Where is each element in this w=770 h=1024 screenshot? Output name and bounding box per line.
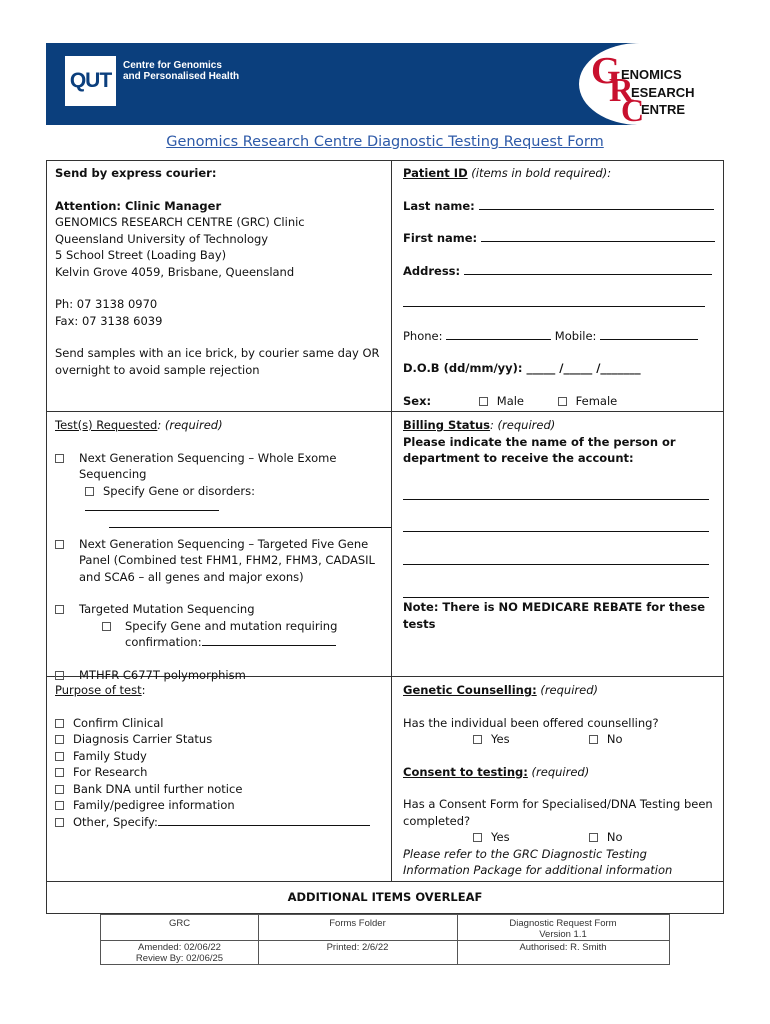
counselling-no-checkbox[interactable]: [589, 735, 598, 744]
ngs-panel-label: and SCA6 – all genes and major exons): [79, 569, 304, 584]
grc-logo-line1: ENOMICS: [621, 67, 682, 82]
consent-yes-label: Yes: [491, 830, 510, 844]
ngs-wes-checkbox[interactable]: [55, 454, 64, 463]
ngs-panel-label: Panel (Combined test FHM1, FHM2, FHM3, CADASIL: [79, 553, 375, 567]
refer-note: Please refer to the GRC Diagnostic Testing: [403, 846, 647, 861]
footer-printed: Printed: 2/6/22: [326, 942, 389, 953]
footer-dates: [101, 942, 258, 964]
purpose-checkbox[interactable]: [55, 801, 64, 810]
address-line: 5 School Street (Loading Bay): [55, 248, 227, 262]
billing-instruction: Please indicate the name of the person or: [403, 434, 676, 449]
ngs-panel-checkbox[interactable]: [55, 540, 64, 549]
footer-doc-name: Diagnostic Request Form Version 1.1: [509, 918, 617, 940]
specify-mutation-label: confirmation:: [125, 635, 202, 649]
footer-grc: GRC: [168, 918, 191, 929]
counselling-yes-label: Yes: [491, 732, 510, 746]
patient-heading-note: (items in bold required):: [467, 166, 612, 180]
consent-question: Has a Consent Form for Specialised/DNA Testing been: [403, 797, 713, 811]
billing-field[interactable]: [403, 597, 709, 598]
targeted-checkbox[interactable]: [55, 605, 64, 614]
counselling-question: Has the individual been offered counselling?: [403, 715, 659, 730]
specify-mutation-checkbox[interactable]: [102, 622, 111, 631]
purpose-section: Purpose of test: Confirm Clinical Diagnosis Carrier Status Family Study For Research Bank DNA until further notice Family/pedigree information Other, Specify:: [55, 682, 387, 830]
footer-review: Review By: 02/06/25: [135, 953, 224, 964]
first-name-field[interactable]: [481, 230, 715, 242]
form-title: Genomics Research Centre Diagnostic Testing Request Form: [166, 134, 604, 150]
sample-note: Send samples with an ice brick, by courier same day OR: [55, 346, 380, 360]
specify-gene-label: Specify Gene or disorders:: [103, 483, 255, 498]
billing-field[interactable]: [403, 564, 709, 565]
purpose-option: Diagnosis Carrier Status: [73, 732, 213, 746]
refer-note: Information Package for additional information: [403, 863, 673, 877]
centre-name: Centre for Genomics and Personalised Health: [123, 60, 240, 82]
specify-mutation-label: Specify Gene and mutation requiring: [125, 618, 338, 633]
consent-no-label: No: [606, 830, 623, 844]
purpose-option: Confirm Clinical: [73, 715, 164, 730]
counselling-heading: Genetic Counselling:: [403, 683, 537, 697]
sample-note: overnight to avoid sample rejection: [55, 362, 260, 377]
address-label: Address:: [403, 263, 465, 278]
ngs-wes-label: Sequencing: [79, 467, 147, 481]
footer-forms-folder: Forms Folder: [329, 918, 386, 929]
purpose-heading: Purpose of test: [55, 683, 142, 697]
purpose-checkbox[interactable]: [55, 785, 64, 794]
address-field[interactable]: [464, 263, 712, 275]
svg-text:C: C: [621, 92, 645, 123]
female-label: Female: [575, 393, 618, 408]
svg-text:G: G: [591, 50, 621, 92]
tests-heading: Test(s) Requested: [55, 418, 158, 432]
footer-authorised: Authorised: R. Smith: [519, 942, 607, 953]
sex-label: Sex:: [403, 393, 432, 408]
purpose-option: Bank DNA until further notice: [73, 781, 243, 796]
specify-gene-field[interactable]: [85, 499, 219, 511]
counselling-section: [403, 682, 719, 879]
phone-field[interactable]: [446, 328, 551, 340]
last-name-label: Last name:: [403, 198, 479, 213]
ngs-panel-label: Next Generation Sequencing – Targeted Five Gene: [79, 536, 369, 551]
mthfr-checkbox[interactable]: [55, 671, 64, 680]
male-label: Male: [496, 393, 525, 408]
counselling-heading-note: (required): [536, 683, 599, 697]
male-checkbox[interactable]: [479, 397, 488, 406]
billing-heading: Billing Status: [403, 418, 491, 432]
patient-section: [403, 165, 719, 409]
address-line: Queensland University of Technology: [55, 231, 269, 246]
tests-section: [55, 417, 387, 683]
footer-divider: [101, 940, 669, 941]
row-divider: [47, 411, 723, 412]
tests-heading-note: : (required): [157, 418, 223, 432]
ngs-wes-label: Next Generation Sequencing – Whole Exome: [79, 450, 337, 465]
additional-items-overleaf: ADDITIONAL ITEMS OVERLEAF: [287, 890, 483, 904]
qut-logo: QUT: [65, 56, 116, 106]
grc-logo: [587, 49, 717, 123]
purpose-checkbox[interactable]: [55, 768, 64, 777]
grc-logo-line2: ESEARCH: [631, 85, 695, 100]
purpose-option: Family Study: [73, 748, 147, 763]
billing-field[interactable]: [403, 531, 709, 532]
courier-heading: Send by express courier:: [55, 166, 217, 180]
dob-field[interactable]: _____ /_____ /_______: [526, 361, 641, 375]
request-form: [46, 160, 724, 914]
mthfr-label: MTHFR C677T polymorphism: [79, 667, 246, 682]
specify-mutation-field[interactable]: [202, 634, 336, 646]
document-footer: [100, 914, 670, 965]
billing-field[interactable]: [403, 499, 709, 500]
purpose-checkbox[interactable]: [55, 818, 64, 827]
mobile-label: Mobile:: [551, 328, 601, 343]
fax-number: Fax: 07 3138 6039: [55, 313, 163, 328]
footer-amended: Amended: 02/06/22: [138, 942, 221, 953]
header-banner: [46, 43, 724, 125]
mobile-field[interactable]: [600, 328, 698, 340]
female-checkbox[interactable]: [558, 397, 567, 406]
grc-badge: [579, 43, 724, 125]
billing-section: [403, 417, 719, 467]
counselling-no-label: No: [606, 732, 623, 746]
svg-text:R: R: [609, 72, 634, 109]
billing-heading-note: : (required): [490, 418, 556, 432]
specify-gene-checkbox[interactable]: [85, 487, 94, 496]
specify-gene-field-2[interactable]: [109, 516, 391, 528]
targeted-label: Targeted Mutation Sequencing: [79, 602, 255, 616]
purpose-checkbox[interactable]: [55, 719, 64, 728]
medicare-note: Note: There is NO MEDICARE REBATE for these tests: [403, 600, 705, 631]
column-divider: [391, 161, 392, 881]
purpose-checkbox[interactable]: [55, 735, 64, 744]
patient-heading: Patient ID: [403, 166, 468, 180]
consent-yes-checkbox[interactable]: [473, 833, 482, 842]
last-name-field[interactable]: [479, 198, 714, 210]
purpose-option: Other, Specify:: [73, 814, 158, 829]
counselling-yes-checkbox[interactable]: [473, 735, 482, 744]
purpose-option: For Research: [73, 765, 148, 779]
attention-line: Attention: Clinic Manager: [55, 198, 222, 213]
consent-no-checkbox[interactable]: [589, 833, 598, 842]
courier-section: [55, 165, 385, 378]
phone-number: Ph: 07 3138 0970: [55, 297, 158, 311]
consent-heading-note: (required): [527, 764, 590, 779]
billing-instruction: department to receive the account:: [403, 451, 634, 465]
dob-label: D.O.B (dd/mm/yy):: [403, 361, 527, 375]
grc-logo-line3: ENTRE: [641, 102, 686, 117]
address-line: Kelvin Grove 4059, Brisbane, Queensland: [55, 264, 295, 279]
phone-label: Phone:: [403, 328, 447, 343]
first-name-label: First name:: [403, 231, 482, 245]
purpose-checkbox[interactable]: [55, 752, 64, 761]
consent-question: completed?: [403, 813, 471, 828]
purpose-option: Family/pedigree information: [73, 798, 235, 812]
address-field-2[interactable]: [403, 295, 705, 307]
consent-heading: Consent to testing:: [403, 764, 528, 779]
address-line: GENOMICS RESEARCH CENTRE (GRC) Clinic: [55, 215, 305, 229]
other-specify-field[interactable]: [158, 814, 370, 826]
